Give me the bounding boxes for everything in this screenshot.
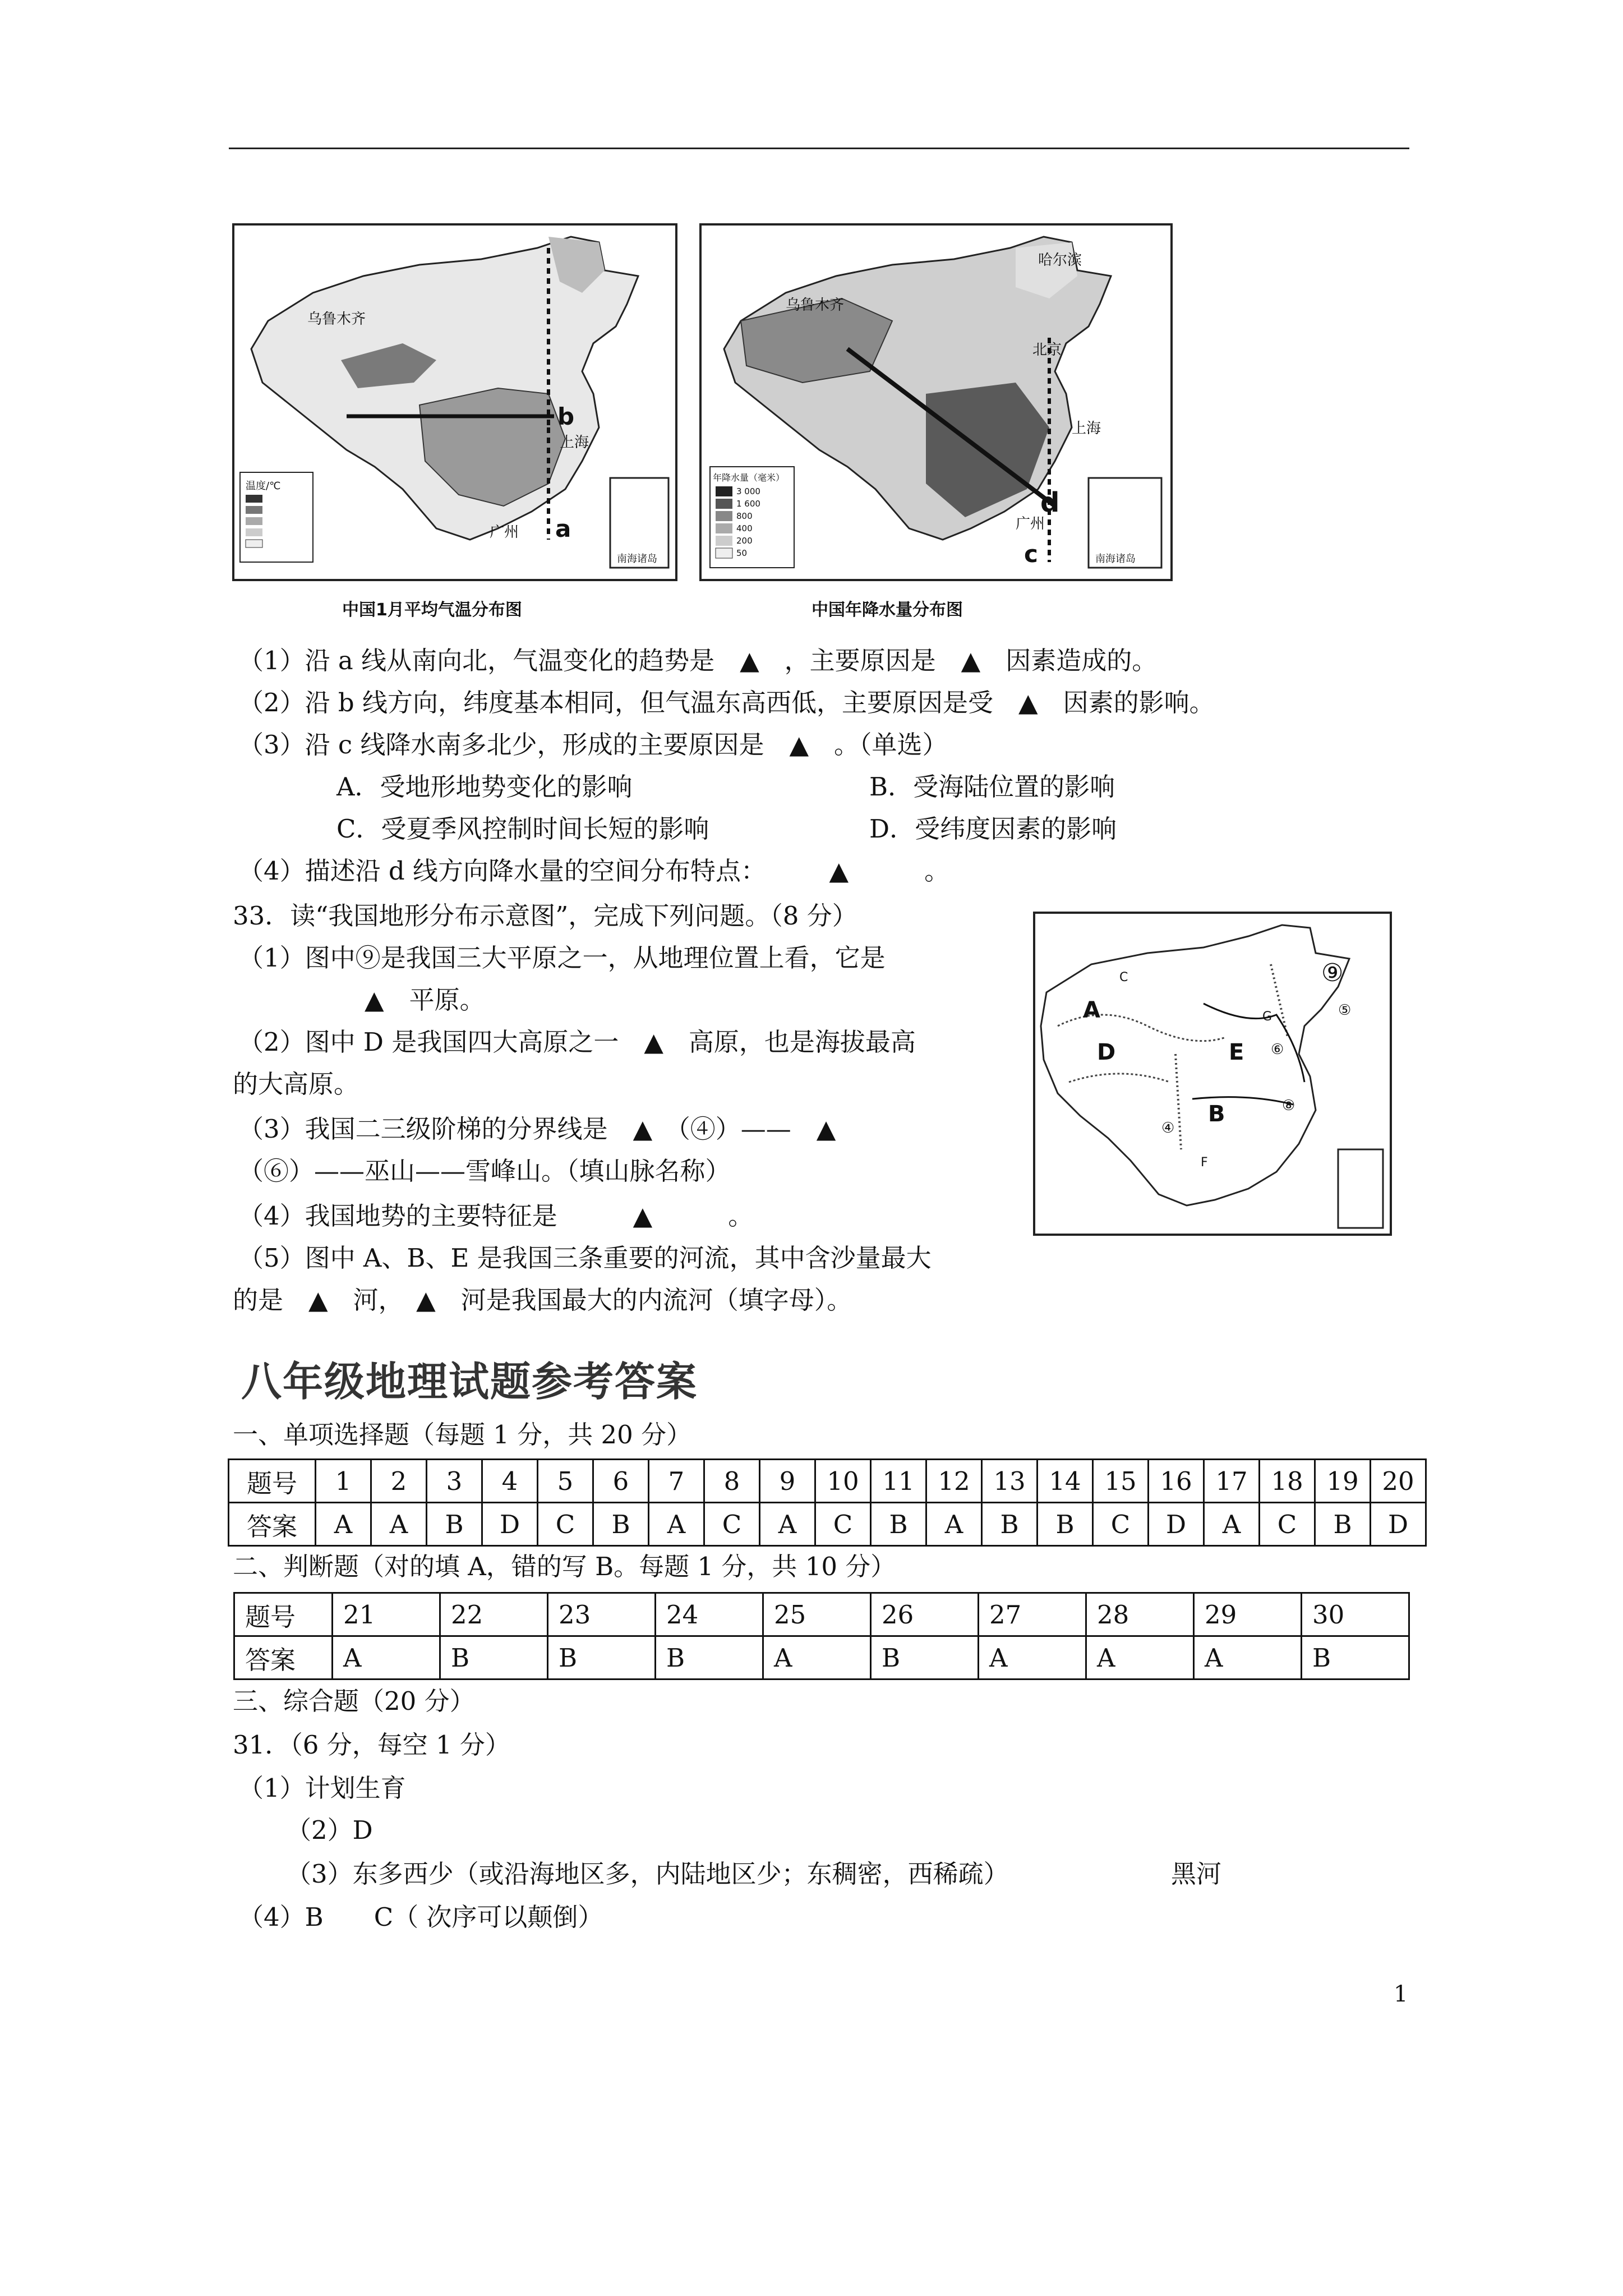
table-cell: 7 xyxy=(649,1460,704,1503)
table-cell: 18 xyxy=(1260,1460,1315,1503)
answer-31-title: 31．（6 分，每空 1 分） xyxy=(233,1730,510,1760)
precip-city-beijing: 北京 xyxy=(1032,342,1062,358)
answers-section3: 三、综合题（20 分） xyxy=(233,1686,475,1716)
temperature-map xyxy=(232,223,677,581)
table-cell: 14 xyxy=(1038,1460,1093,1503)
table-cell: 30 xyxy=(1302,1593,1409,1636)
terrain-label-five: ⑤ xyxy=(1338,1002,1352,1019)
table-cell: C xyxy=(1093,1503,1149,1546)
answers-title: 八年级地理试题参考答案 xyxy=(241,1358,698,1405)
table-cell: B xyxy=(440,1636,548,1680)
terrain-label-nine: ⑨ xyxy=(1321,959,1344,987)
table-cell: B xyxy=(982,1503,1038,1546)
table-cell: 25 xyxy=(763,1593,871,1636)
table-cell: 15 xyxy=(1093,1460,1149,1503)
table-cell: 24 xyxy=(656,1593,763,1636)
q32-part4: （4）描述沿 d 线方向降水量的空间分布特点： ▲ 。 xyxy=(238,856,950,886)
answers-section1: 一、单项选择题（每题 1 分，共 20 分） xyxy=(233,1420,692,1450)
q32-part3: （3）沿 c 线降水南多北少，形成的主要原因是 ▲ 。（单选） xyxy=(238,730,948,760)
terrain-label-eight: ⑧ xyxy=(1282,1097,1295,1114)
table-cell: B xyxy=(1038,1503,1093,1546)
temp-line-b-label: b xyxy=(557,403,575,430)
table-cell: A xyxy=(371,1503,427,1546)
table-cell: A xyxy=(979,1636,1086,1680)
temp-city-urumqi: 乌鲁木齐 xyxy=(307,311,366,328)
terrain-label-c: C xyxy=(1119,970,1128,984)
page-number: 1 xyxy=(1394,1981,1408,2007)
header-rule xyxy=(229,148,1409,149)
table-cell: 5 xyxy=(538,1460,593,1503)
table-cell: 28 xyxy=(1086,1593,1194,1636)
q33-part1-cont: ▲ 平原。 xyxy=(365,985,485,1015)
table-cell: B xyxy=(1302,1636,1409,1680)
terrain-label-f: F xyxy=(1201,1156,1208,1170)
table-row xyxy=(234,1593,1409,1636)
table-header-cell: 答案 xyxy=(234,1636,333,1680)
table-cell: C xyxy=(815,1503,871,1546)
q32-option-c: C．受夏季风控制时间长短的影响 xyxy=(336,814,709,844)
table-cell: A xyxy=(1194,1636,1302,1680)
table-cell: A xyxy=(316,1503,371,1546)
table-cell: 13 xyxy=(982,1460,1038,1503)
table-cell: 3 xyxy=(427,1460,482,1503)
table-cell: 20 xyxy=(1371,1460,1426,1503)
precip-legend-50: 50 xyxy=(736,548,748,558)
table-row xyxy=(229,1503,1426,1546)
table-cell: A xyxy=(763,1636,871,1680)
terrain-label-b: B xyxy=(1208,1101,1225,1127)
table-cell: 17 xyxy=(1204,1460,1260,1503)
table-cell: 1 xyxy=(316,1460,371,1503)
table-cell: B xyxy=(1315,1503,1371,1546)
precip-city-urumqi: 乌鲁木齐 xyxy=(786,297,845,314)
table-cell: B xyxy=(593,1503,649,1546)
table-cell: 11 xyxy=(871,1460,926,1503)
table-cell: D xyxy=(1371,1503,1426,1546)
table-cell: D xyxy=(1149,1503,1204,1546)
table-cell: B xyxy=(871,1636,979,1680)
table-cell: C xyxy=(704,1503,760,1546)
temp-inset-label: 南海诸岛 xyxy=(617,553,657,565)
precip-legend-title: 年降水量（毫米） xyxy=(713,472,785,483)
table-cell: A xyxy=(1204,1503,1260,1546)
q33-part2: （2）图中 D 是我国四大高原之一 ▲ 高原，也是海拔最高 xyxy=(238,1027,916,1057)
q33-part2-cont: 的大高原。 xyxy=(233,1069,359,1099)
table-cell: 6 xyxy=(593,1460,649,1503)
table-cell: A xyxy=(1086,1636,1194,1680)
table-cell: 19 xyxy=(1315,1460,1371,1503)
precip-legend-800: 800 xyxy=(736,511,753,521)
table-cell: 21 xyxy=(333,1593,440,1636)
terrain-label-a: A xyxy=(1083,997,1100,1023)
precip-inset-label: 南海诸岛 xyxy=(1095,553,1136,565)
table-cell: 4 xyxy=(482,1460,538,1503)
precip-city-shanghai: 上海 xyxy=(1072,420,1101,437)
table-header-cell: 题号 xyxy=(229,1460,316,1503)
terrain-label-six: ⑥ xyxy=(1271,1041,1284,1058)
q33-part5-cont: 的是 ▲ 河， ▲ 河是我国最大的内流河（填字母）。 xyxy=(233,1285,852,1315)
table-cell: B xyxy=(427,1503,482,1546)
q33-part1: （1）图中⑨是我国三大平原之一，从地理位置上看，它是 xyxy=(238,943,886,973)
table-cell: A xyxy=(333,1636,440,1680)
table-cell: B xyxy=(656,1636,763,1680)
table-cell: 10 xyxy=(815,1460,871,1503)
table-cell: A xyxy=(760,1503,815,1546)
table-row xyxy=(234,1636,1409,1680)
terrain-label-g: G xyxy=(1262,1010,1272,1024)
table-cell: 16 xyxy=(1149,1460,1204,1503)
temp-line-a-label: a xyxy=(555,515,571,542)
answers-section2: 二、判断题（对的填 A，错的写 B。每题 1 分，共 10 分） xyxy=(233,1552,896,1581)
precip-legend-1600: 1 600 xyxy=(736,499,760,509)
q33-part3: （3）我国二三级阶梯的分界线是 ▲ （④）—— ▲ xyxy=(238,1114,836,1144)
q33-part3-cont: （⑥）——巫山——雪峰山。（填山脉名称） xyxy=(238,1156,731,1186)
table-cell: 9 xyxy=(760,1460,815,1503)
q32-option-a: A．受地形地势变化的影响 xyxy=(336,772,633,802)
precip-city-guangzhou: 广州 xyxy=(1016,516,1045,532)
answer-31-part2: （2）D xyxy=(286,1815,373,1845)
precip-legend-400: 400 xyxy=(736,523,753,533)
table-header-cell: 答案 xyxy=(229,1503,316,1546)
q32-option-b: B．受海陆位置的影响 xyxy=(869,772,1115,802)
table-cell: C xyxy=(538,1503,593,1546)
temp-legend-title: 温度/℃ xyxy=(246,480,281,492)
precipitation-map-caption: 中国年降水量分布图 xyxy=(811,600,963,620)
table-cell: B xyxy=(871,1503,926,1546)
temp-city-shanghai: 上海 xyxy=(560,434,589,451)
precip-legend-200: 200 xyxy=(736,536,753,546)
terrain-label-four: ④ xyxy=(1161,1120,1175,1137)
precip-line-c-label: c xyxy=(1024,540,1038,568)
q32-part1: （1）沿 a 线从南向北，气温变化的趋势是 ▲ ，主要原因是 ▲ 因素造成的。 xyxy=(238,646,1158,675)
answer-31-part1: （1）计划生育 xyxy=(238,1773,406,1803)
table-cell: 12 xyxy=(926,1460,982,1503)
table-cell: C xyxy=(1260,1503,1315,1546)
judgement-answer-table xyxy=(233,1592,1410,1680)
q33-part5: （5）图中 A、B、E 是我国三条重要的河流，其中含沙量最大 xyxy=(238,1243,932,1273)
temp-city-guangzhou: 广州 xyxy=(490,524,519,541)
q32-option-d: D．受纬度因素的影响 xyxy=(869,814,1117,844)
table-cell: A xyxy=(649,1503,704,1546)
q33-part4: （4）我国地势的主要特征是 ▲ 。 xyxy=(238,1201,754,1231)
q33-title: 33．读“我国地形分布示意图”，完成下列问题。（8 分） xyxy=(233,901,857,931)
terrain-map xyxy=(1033,912,1392,1236)
table-cell: 22 xyxy=(440,1593,548,1636)
precip-city-harbin: 哈尔滨 xyxy=(1038,252,1082,269)
table-cell: B xyxy=(548,1636,656,1680)
choice-answer-table xyxy=(228,1458,1427,1547)
table-cell: 8 xyxy=(704,1460,760,1503)
table-cell: D xyxy=(482,1503,538,1546)
precip-legend-3000: 3 000 xyxy=(736,486,760,496)
answer-31-part3: （3）东多西少（或沿海地区多，内陆地区少；东稠密，西稀疏） xyxy=(286,1859,1009,1889)
precip-line-d-label: d xyxy=(1040,487,1060,518)
table-cell: 29 xyxy=(1194,1593,1302,1636)
answer-31-part4: （4）B C（ 次序可以颠倒） xyxy=(238,1902,603,1932)
temperature-map-caption: 中国1月平均气温分布图 xyxy=(342,600,522,620)
table-row xyxy=(229,1460,1426,1503)
table-header-cell: 题号 xyxy=(234,1593,333,1636)
terrain-label-e: E xyxy=(1229,1039,1244,1065)
table-cell: 26 xyxy=(871,1593,979,1636)
table-cell: 23 xyxy=(548,1593,656,1636)
table-cell: 2 xyxy=(371,1460,427,1503)
terrain-label-d: D xyxy=(1097,1039,1116,1065)
answer-31-part3-extra: 黑河 xyxy=(1171,1859,1222,1889)
q32-part2: （2）沿 b 线方向，纬度基本相同，但气温东高西低，主要原因是受 ▲ 因素的影响。 xyxy=(238,688,1215,717)
precipitation-map xyxy=(699,223,1173,581)
table-cell: 27 xyxy=(979,1593,1086,1636)
table-cell: A xyxy=(926,1503,982,1546)
